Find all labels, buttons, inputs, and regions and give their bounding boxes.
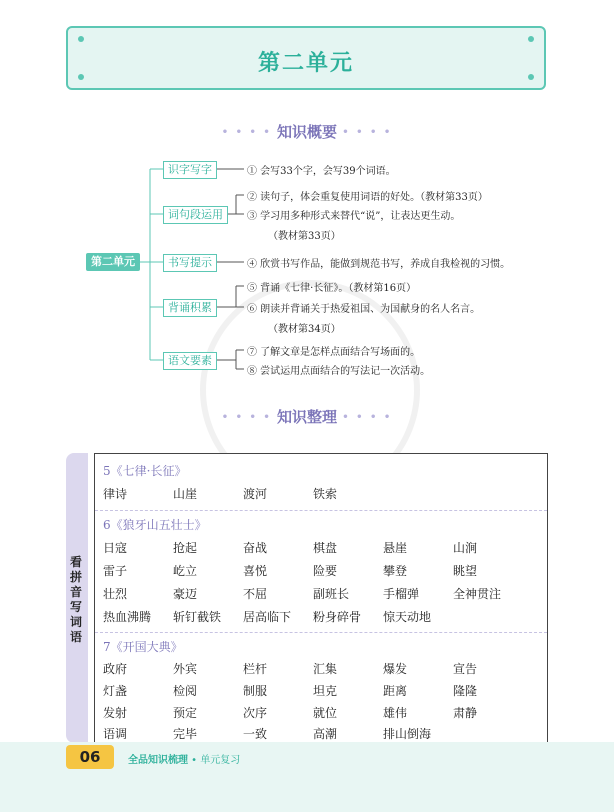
- word: 雷子: [103, 564, 128, 578]
- group-title: 6《狼牙山五壮士》: [103, 518, 207, 532]
- heading-dots-left: • • • •: [221, 127, 272, 138]
- word: 全神贯注: [453, 587, 502, 601]
- word: 检阅: [173, 684, 198, 698]
- word: 副班长: [313, 587, 350, 601]
- word: 喜悦: [243, 564, 268, 578]
- leaf-item: ④ 欣赏书写作品，能做到规范书写，养成自我检视的习惯。: [247, 259, 511, 270]
- word: 眺望: [453, 564, 478, 578]
- word: 灯盏: [103, 684, 128, 698]
- leaf-item: ⑤ 背诵《七律·长征》。（教材第16页）: [247, 283, 417, 294]
- word: 不屈: [243, 587, 268, 601]
- word: 高潮: [313, 727, 338, 741]
- footer-book: 全品知识梳理: [128, 755, 188, 766]
- unit-title: 第二单元: [257, 51, 354, 76]
- word: 完毕: [173, 727, 198, 741]
- word: 制服: [243, 684, 268, 698]
- arrangement-heading: [0, 406, 614, 427]
- word: 一致: [243, 727, 268, 741]
- word: 惊天动地: [383, 610, 432, 624]
- group-title: 7《开国大典》: [103, 640, 183, 654]
- word: 险要: [313, 564, 338, 578]
- leaf-item: （教材第34页）: [268, 324, 341, 335]
- footer-separator: •: [188, 755, 201, 766]
- leaf-item: ⑦ 了解文章是怎样点面结合写场面的。: [247, 347, 421, 358]
- word: 距离: [383, 684, 408, 698]
- word: 铁索: [313, 487, 338, 501]
- word: 发射: [103, 706, 128, 720]
- word: 宣告: [453, 662, 478, 676]
- word: 外宾: [173, 662, 198, 676]
- word: 隆隆: [453, 684, 478, 698]
- page-number: 06: [66, 745, 114, 769]
- branch-literacy: 识字写字: [163, 161, 217, 179]
- word: 棋盘: [313, 541, 338, 555]
- word: 悬崖: [383, 541, 408, 555]
- word: 山涧: [453, 541, 478, 555]
- word: 屹立: [173, 564, 198, 578]
- word: 语调: [103, 727, 128, 741]
- word: 肃静: [453, 706, 478, 720]
- arrangement-heading-text: 知识整理: [276, 408, 337, 426]
- word: 雄伟: [383, 706, 408, 720]
- group-title: 5《七律·长征》: [103, 464, 187, 478]
- heading-dots-left: • • • •: [221, 412, 272, 423]
- word: 就位: [313, 706, 338, 720]
- footer-caption: [128, 751, 240, 766]
- word: 山崖: [173, 487, 198, 501]
- mindmap-root: 第二单元: [86, 253, 140, 271]
- word: 政府: [103, 662, 128, 676]
- divider: [95, 510, 547, 511]
- leaf-item: ⑧ 尝试运用点面结合的写法记一次活动。: [247, 366, 431, 377]
- word: 抢起: [173, 541, 198, 555]
- word: 汇集: [313, 662, 338, 676]
- word: 律诗: [103, 487, 128, 501]
- leaf-item: ② 读句子，体会重复使用词语的好处。（教材第33页）: [247, 192, 488, 203]
- word: 坦克: [313, 684, 338, 698]
- heading-dots-right: • • • •: [342, 127, 393, 138]
- branch-writing-tips: 书写提示: [163, 254, 217, 272]
- word: 次序: [243, 706, 268, 720]
- heading-dots-right: • • • •: [342, 412, 393, 423]
- word: 爆发: [383, 662, 408, 676]
- vocab-side-label: 看拼音写词语: [70, 555, 83, 644]
- word: 排山倒海: [383, 727, 432, 741]
- word: 豪迈: [173, 587, 198, 601]
- word: 手榴弹: [383, 587, 420, 601]
- leaf-item: ⑥ 朗读并背诵关于热爱祖国、为国献身的名人名言。: [247, 304, 481, 315]
- word: 热血沸腾: [103, 610, 152, 624]
- leaf-item: ③ 学习用多种形式来替代“说”，让表达更生动。: [247, 211, 461, 222]
- leaf-item: （教材第33页）: [268, 231, 341, 242]
- word: 壮烈: [103, 587, 128, 601]
- footer-section: 单元复习: [200, 755, 241, 766]
- word: 斩钉截铁: [173, 610, 222, 624]
- word: 居高临下: [243, 610, 292, 624]
- word: 栏杆: [243, 662, 268, 676]
- branch-phrase-usage: 词句段运用: [163, 206, 228, 224]
- word: 奋战: [243, 541, 268, 555]
- word: 粉身碎骨: [313, 610, 362, 624]
- branch-language-elements: 语文要素: [163, 352, 217, 370]
- branch-recitation: 背诵积累: [163, 299, 217, 317]
- divider: [95, 632, 547, 633]
- word: 日寇: [103, 541, 128, 555]
- leaf-item: ① 会写33个字，会写39个词语。: [247, 166, 396, 177]
- word: 攀登: [383, 564, 408, 578]
- word: 预定: [173, 706, 198, 720]
- vocab-box: [94, 453, 548, 744]
- word: 渡河: [243, 487, 268, 501]
- overview-heading-text: 知识概要: [276, 123, 337, 141]
